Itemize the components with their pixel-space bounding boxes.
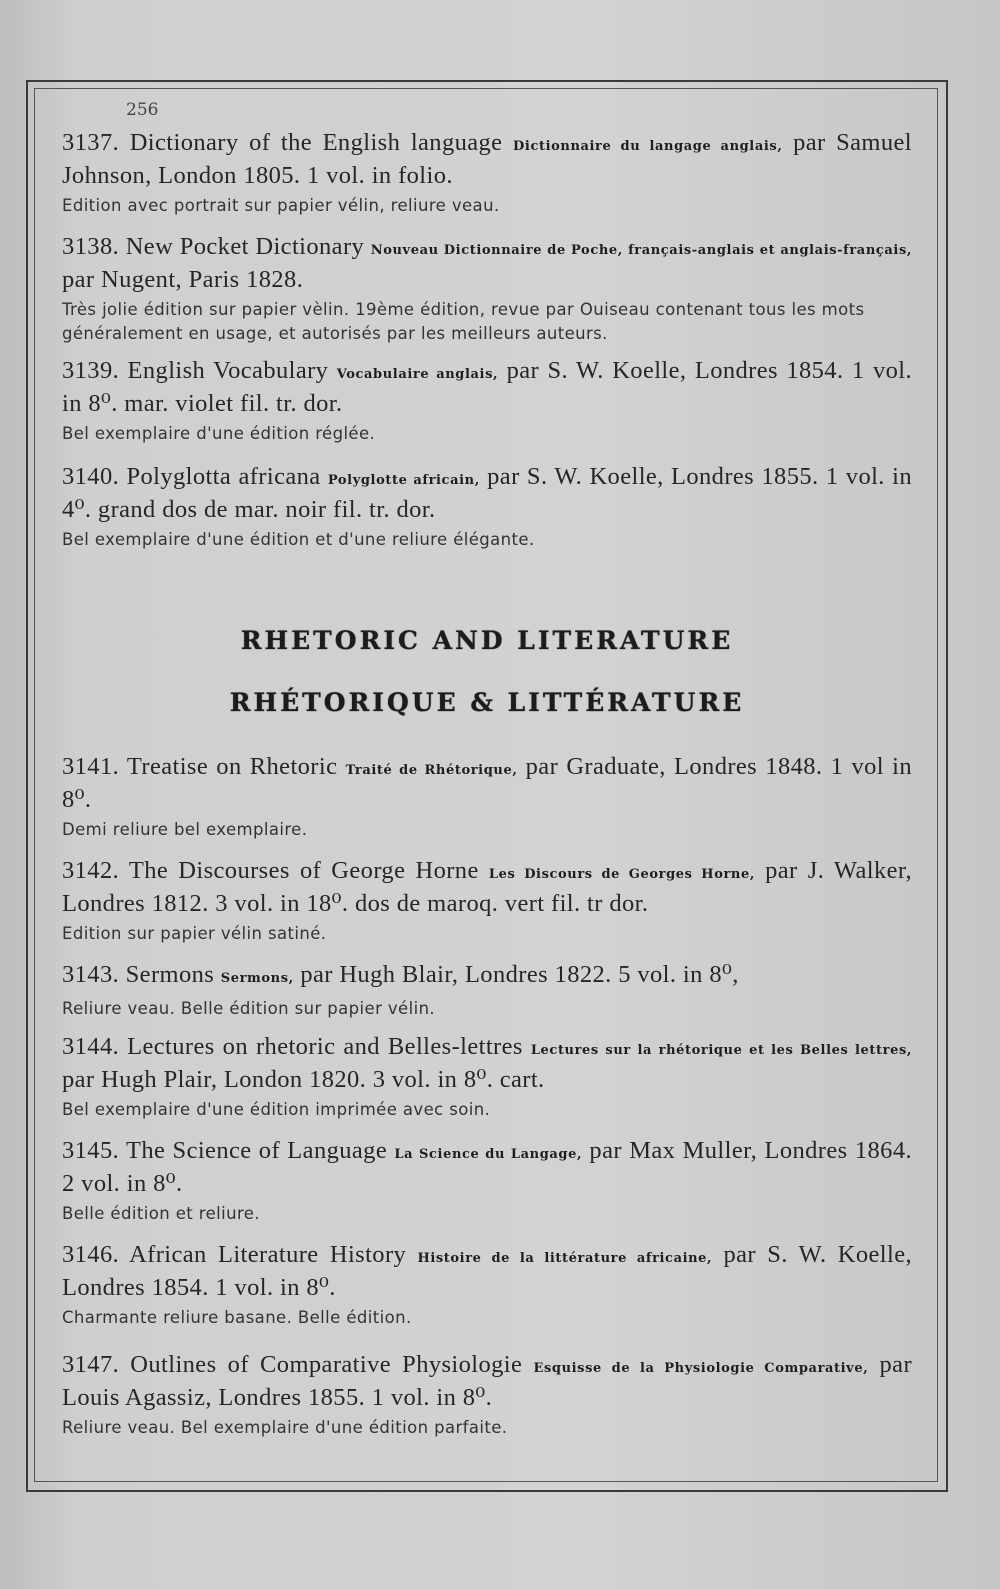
entry-note: Charmante reliure basane. Belle édition. bbox=[62, 1308, 412, 1327]
entry-main-text bbox=[62, 1240, 912, 1302]
entry-french-title: Traité de Rhétorique, bbox=[345, 763, 518, 778]
entry-french-title: La Science du Langage, bbox=[394, 1147, 583, 1162]
entry-english-title: The Discourses of George Horne bbox=[128, 857, 479, 884]
entry-english-title: Dictionary of the English language bbox=[129, 129, 503, 156]
entry-note: Reliure veau. Belle édition sur papier vélin. bbox=[62, 999, 436, 1018]
entry-english-title: Lectures on rhetoric and Belles-lettres bbox=[127, 1033, 523, 1060]
entry-note: Reliure veau. Bel exemplaire d'une édition parfaite. bbox=[62, 1418, 508, 1437]
entry-details: par S. W. Koelle, Londres 1854. 1 vol. in 8⁰. bbox=[62, 1241, 912, 1301]
entry-number: 3145. bbox=[62, 1137, 120, 1164]
entry-number: 3143. bbox=[62, 961, 120, 988]
entry-english-title: The Science of Language bbox=[125, 1137, 388, 1164]
entry-3147 bbox=[62, 1350, 912, 1440]
entry-number: 3142. bbox=[62, 857, 120, 884]
entry-main-text bbox=[62, 856, 912, 918]
entry-english-title: Polyglotta africana bbox=[126, 463, 321, 490]
entry-english-title: African Literature History bbox=[129, 1241, 407, 1268]
entry-main-text bbox=[62, 1350, 912, 1412]
page-number: 256 bbox=[126, 100, 159, 120]
entry-3138 bbox=[62, 232, 912, 346]
entry-number: 3144. bbox=[62, 1033, 120, 1060]
entry-3141 bbox=[62, 752, 912, 842]
entry-3143 bbox=[62, 960, 912, 1021]
entry-details: par Hugh Blair, Londres 1822. 5 vol. in 8⁰, bbox=[300, 961, 739, 988]
entry-details: par Louis Agassiz, Londres 1855. 1 vol. in 8⁰. bbox=[62, 1351, 912, 1411]
entry-note: Edition avec portrait sur papier vélin, reliure veau. bbox=[62, 196, 500, 215]
entry-french-title: Nouveau Dictionnaire de Poche, français-anglais et anglais-français, bbox=[370, 243, 912, 258]
entry-english-title: Outlines of Comparative Physiologie bbox=[130, 1351, 523, 1378]
entry-details: par S. W. Koelle, Londres 1855. 1 vol. in 4⁰. grand dos de mar. noir fil. tr. dor. bbox=[62, 463, 912, 523]
entry-3140 bbox=[62, 462, 912, 552]
entry-details: par Graduate, Londres 1848. 1 vol in 8⁰. bbox=[62, 753, 912, 813]
section-heading-french: RHÉTORIQUE & LITTÉRATURE bbox=[229, 688, 745, 717]
entry-english-title: Sermons bbox=[125, 961, 215, 988]
entry-french-title: Polyglotte africain, bbox=[327, 473, 480, 488]
entry-main-text bbox=[62, 128, 912, 190]
entry-number: 3137. bbox=[62, 129, 120, 156]
entry-note: Edition sur papier vélin satiné. bbox=[62, 924, 327, 943]
entry-note: Bel exemplaire d'une édition imprimée avec soin. bbox=[62, 1100, 491, 1119]
entry-main-text bbox=[62, 960, 912, 993]
entry-french-title: Vocabulaire anglais, bbox=[336, 367, 499, 382]
entry-3144 bbox=[62, 1032, 912, 1122]
entry-3139 bbox=[62, 356, 912, 446]
entry-french-title: Histoire de la littérature africaine, bbox=[417, 1251, 713, 1266]
entry-3146 bbox=[62, 1240, 912, 1330]
entry-english-title: English Vocabulary bbox=[127, 357, 329, 384]
entry-french-title: Sermons, bbox=[220, 971, 294, 986]
entry-details: par Nugent, Paris 1828. bbox=[62, 266, 304, 293]
entry-main-text bbox=[62, 232, 912, 294]
entry-details: par Hugh Plair, London 1820. 3 vol. in 8⁰. cart. bbox=[62, 1066, 545, 1093]
entry-number: 3146. bbox=[62, 1241, 120, 1268]
entry-french-title: Dictionnaire du langage anglais, bbox=[513, 139, 783, 154]
entry-french-title: Esquisse de la Physiologie Comparative, bbox=[533, 1361, 869, 1376]
entry-french-title: Les Discours de Georges Horne, bbox=[488, 867, 755, 882]
entry-note: Très jolie édition sur papier vèlin. 19ème édition, revue par Ouiseau contenant tous les mots généralement en usage, et autorisés par les meilleurs auteurs. bbox=[62, 300, 865, 343]
section-heading-english: RHETORIC AND LITERATURE bbox=[240, 626, 734, 655]
entry-main-text bbox=[62, 752, 912, 814]
entry-number: 3147. bbox=[62, 1351, 120, 1378]
entry-details: par Samuel Johnson, London 1805. 1 vol. in folio. bbox=[62, 129, 913, 189]
entry-note: Bel exemplaire d'une édition réglée. bbox=[62, 424, 376, 443]
entry-number: 3139. bbox=[62, 357, 120, 384]
entry-details: par S. W. Koelle, Londres 1854. 1 vol. in 8⁰. mar. violet fil. tr. dor. bbox=[62, 357, 912, 417]
entry-note: Demi reliure bel exemplaire. bbox=[62, 820, 308, 839]
entry-note: Belle édition et reliure. bbox=[62, 1204, 260, 1223]
entry-main-text bbox=[62, 356, 912, 418]
entry-english-title: Treatise on Rhetoric bbox=[126, 753, 338, 780]
entry-main-text bbox=[62, 1136, 912, 1198]
entry-number: 3141. bbox=[62, 753, 120, 780]
entry-note: Bel exemplaire d'une édition et d'une reliure élégante. bbox=[62, 530, 535, 549]
entry-english-title: New Pocket Dictionary bbox=[125, 233, 365, 260]
entry-details: par Max Muller, Londres 1864. 2 vol. in 8⁰. bbox=[62, 1137, 912, 1197]
entry-number: 3138. bbox=[62, 233, 120, 260]
entry-3142 bbox=[62, 856, 912, 946]
entry-main-text bbox=[62, 462, 912, 524]
entry-french-title: Lectures sur la rhétorique et les Belles lettres, bbox=[530, 1043, 912, 1058]
entry-main-text bbox=[62, 1032, 912, 1094]
entry-details: par J. Walker, Londres 1812. 3 vol. in 18⁰. dos de maroq. vert fil. tr dor. bbox=[62, 857, 912, 917]
entry-number: 3140. bbox=[62, 463, 120, 490]
entry-3137 bbox=[62, 128, 912, 218]
entry-3145 bbox=[62, 1136, 912, 1226]
